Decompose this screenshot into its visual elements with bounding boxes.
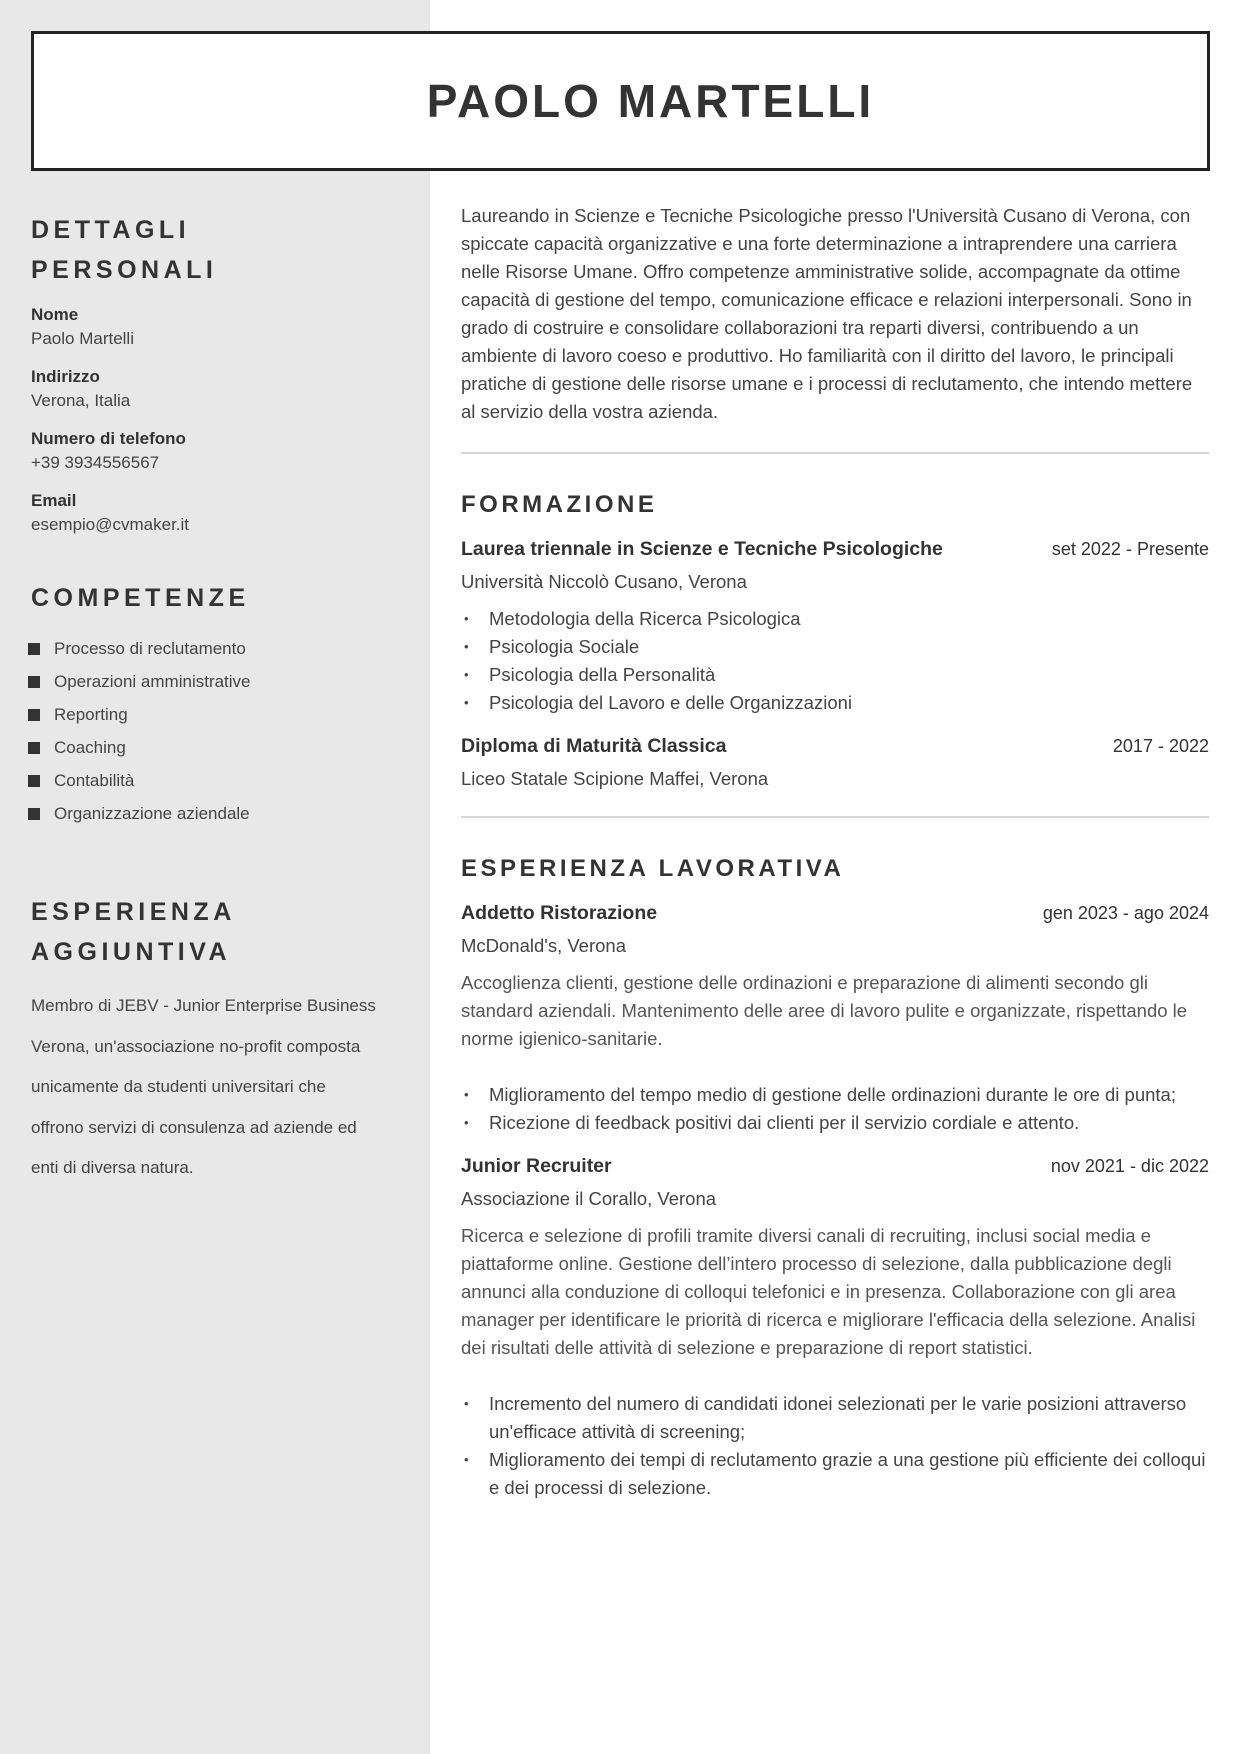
sidebar <box>31 210 376 1189</box>
section-divider <box>461 816 1209 818</box>
skill-label: Processo di reclutamento <box>54 639 246 658</box>
detail-value: Paolo Martelli <box>31 329 134 348</box>
skill-item <box>31 665 376 698</box>
extra-experience-text: Membro di JEBV - Junior Enterprise Business Verona, un'associazione no-profit composta unicamente da studenti universitari che offrono servizi di consulenza ad aziende ed enti di diversa natura. <box>31 996 376 1177</box>
course-item: • Metodologia della Ricerca Psicologica <box>461 605 1209 633</box>
education-entry <box>461 735 1209 792</box>
skill-item <box>31 731 376 764</box>
entry-date: nov 2021 - dic 2022 <box>1050 1156 1209 1176</box>
skill-label: Coaching <box>54 738 126 757</box>
personal-details <box>31 304 376 538</box>
square-bullet-icon <box>28 775 40 787</box>
entry-header <box>461 1155 1209 1178</box>
section-divider <box>461 452 1209 454</box>
spacer <box>461 1053 1209 1081</box>
skill-item <box>31 698 376 731</box>
personal-details-heading: DETTAGLI PERSONALI <box>31 216 218 284</box>
achievement-item: • Miglioramento dei tempi di reclutamento grazie a una gestione più efficiente dei colloqui e dei processi di selezione. <box>461 1446 1209 1502</box>
entry-institution: Università Niccolò Cusano, Verona <box>461 571 747 592</box>
square-bullet-icon <box>28 808 40 820</box>
square-bullet-icon <box>28 676 40 688</box>
entry-company: McDonald's, Verona <box>461 935 626 956</box>
entry-title: Diploma di Maturità Classica <box>461 735 727 757</box>
detail-label: Indirizzo <box>31 367 100 386</box>
skill-item <box>31 764 376 797</box>
square-bullet-icon <box>28 643 40 655</box>
achievement-list <box>461 1390 1209 1502</box>
extra-heading-line1: ESPERIENZA <box>31 898 236 926</box>
square-bullet-icon <box>28 709 40 721</box>
candidate-name: PAOLO MARTELLI <box>426 75 875 127</box>
achievement-item: • Ricezione di feedback positivi dai clienti per il servizio cordiale e attento. <box>461 1109 1209 1137</box>
detail-label: Nome <box>31 305 79 324</box>
work-entry <box>461 902 1209 1137</box>
course-list <box>461 605 1209 717</box>
entry-header <box>461 538 1209 561</box>
entry-date: set 2022 - Presente <box>1051 539 1209 559</box>
achievement-item: • Miglioramento del tempo medio di gestione delle ordinazioni durante le ore di punta; <box>461 1081 1209 1109</box>
skill-label: Organizzazione aziendale <box>54 804 250 823</box>
entry-date: gen 2023 - ago 2024 <box>1042 903 1209 923</box>
skill-label: Reporting <box>54 705 128 724</box>
achievement-list <box>461 1081 1209 1137</box>
skills-heading: COMPETENZE <box>31 584 250 612</box>
detail-label: Email <box>31 491 77 510</box>
skill-label: Operazioni amministrative <box>54 672 251 691</box>
skill-item <box>31 632 376 665</box>
work-heading: ESPERIENZA LAVORATIVA <box>461 855 845 882</box>
course-item: • Psicologia del Lavoro e delle Organizzazioni <box>461 689 1209 717</box>
entry-title: Junior Recruiter <box>461 1155 612 1177</box>
entry-title: Addetto Ristorazione <box>461 902 658 924</box>
square-bullet-icon <box>28 742 40 754</box>
detail-name <box>31 304 376 352</box>
course-item: • Psicologia Sociale <box>461 633 1209 661</box>
detail-value: Verona, Italia <box>31 391 131 410</box>
spacer <box>461 1362 1209 1390</box>
entry-description: Accoglienza clienti, gestione delle ordinazioni e preparazione di alimenti secondo gli standard aziendali. Mantenimento delle aree di lavoro pulite e organizzate, rispettando le norme igienico-sanitarie. <box>461 972 1188 1049</box>
detail-phone <box>31 428 376 476</box>
entry-header <box>461 902 1209 925</box>
detail-email <box>31 490 376 538</box>
entry-description: Ricerca e selezione di profili tramite diversi canali di recruiting, inclusi social media e piattaforme online. Gestione dell’intero processo di selezione, dalla pubblicazione degli annunci alla conduzione di colloqui telefonici e in presenza. Collaborazione con gli area manager per identificare le priorità di ricerca e migliorare l'efficacia della selezione. Analisi dei risultati delle attività di selezione e preparazione di report statistici. <box>461 1225 1196 1358</box>
entry-title: Laurea triennale in Scienze e Tecniche Psicologiche <box>461 538 943 560</box>
education-heading: FORMAZIONE <box>461 491 658 518</box>
work-entry <box>461 1155 1209 1502</box>
achievement-item: • Incremento del numero di candidati idonei selezionati per le varie posizioni attraverso un'efficace attività di screening; <box>461 1390 1209 1446</box>
education-entry <box>461 538 1209 717</box>
main-content <box>461 202 1209 1502</box>
course-item: • Psicologia della Personalità <box>461 661 1209 689</box>
entry-header <box>461 735 1209 758</box>
skill-label: Contabilità <box>54 771 135 790</box>
entry-company: Associazione il Corallo, Verona <box>461 1188 717 1209</box>
extra-heading-line2: AGGIUNTIVA <box>31 938 232 966</box>
detail-address <box>31 366 376 414</box>
skill-item <box>31 797 376 830</box>
name-header <box>31 31 1210 171</box>
profile-summary: Laureando in Scienze e Tecniche Psicologiche presso l'Università Cusano di Verona, con spiccate capacità organizzative e una forte determinazione a intraprendere una carriera nelle Risorse Umane. Offro competenze amministrative solide, accompagnate da ottime capacità di gestione del tempo, comunicazione efficace e relazioni interpersonali. Sono in grado di costruire e consolidare collaborazioni tra reparti diversi, contribuendo a un ambiente di lavoro coeso e produttivo. Ho familiarità con il diritto del lavoro, le principali pratiche di gestione delle risorse umane e i processi di reclutamento, che intendo mettere al servizio della vostra azienda. <box>461 205 1193 422</box>
entry-institution: Liceo Statale Scipione Maffei, Verona <box>461 768 769 789</box>
skills-list <box>31 632 376 830</box>
extra-experience-heading <box>31 892 376 972</box>
detail-value: +39 3934556567 <box>31 453 160 472</box>
detail-label: Numero di telefono <box>31 429 186 448</box>
entry-date: 2017 - 2022 <box>1112 736 1209 756</box>
detail-value: esempio@cvmaker.it <box>31 515 190 534</box>
